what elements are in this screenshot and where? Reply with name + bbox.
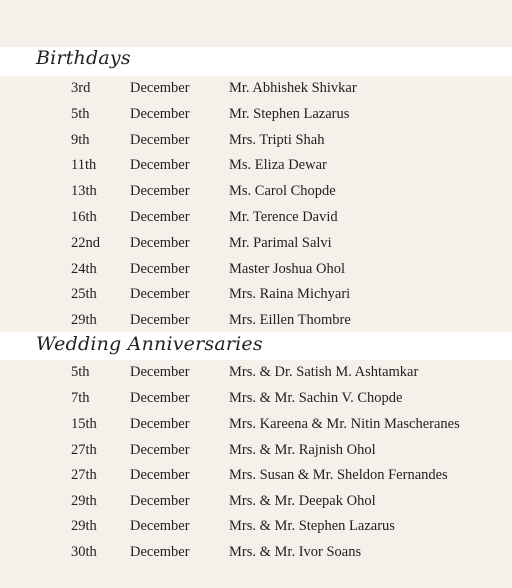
couple-name: Mrs. & Mr. Stephen Lazarus xyxy=(229,518,395,534)
day: 9th xyxy=(71,132,90,148)
list-item xyxy=(0,233,512,253)
person-name: Ms. Carol Chopde xyxy=(229,183,336,199)
day: 24th xyxy=(71,261,97,277)
person-name: Mr. Abhishek Shivkar xyxy=(229,80,357,96)
list-item xyxy=(0,440,512,460)
day: 27th xyxy=(71,467,97,483)
month: December xyxy=(130,493,190,509)
month: December xyxy=(130,106,190,122)
list-item xyxy=(0,362,512,382)
list-item xyxy=(0,388,512,408)
day: 7th xyxy=(71,390,90,406)
month: December xyxy=(130,157,190,173)
day: 29th xyxy=(71,493,97,509)
person-name: Master Joshua Ohol xyxy=(229,261,345,277)
list-item xyxy=(0,155,512,175)
couple-name: Mrs. & Mr. Deepak Ohol xyxy=(229,493,376,509)
day: 5th xyxy=(71,364,90,380)
month: December xyxy=(130,183,190,199)
list-item xyxy=(0,516,512,536)
list-item xyxy=(0,284,512,304)
list-item xyxy=(0,104,512,124)
person-name: Mrs. Tripti Shah xyxy=(229,132,325,148)
list-item xyxy=(0,207,512,227)
day: 11th xyxy=(71,157,97,173)
month: December xyxy=(130,442,190,458)
day: 3rd xyxy=(71,80,91,96)
couple-name: Mrs. & Dr. Satish M. Ashtamkar xyxy=(229,364,419,380)
day: 27th xyxy=(71,442,97,458)
person-name: Mr. Terence David xyxy=(229,209,338,225)
list-item xyxy=(0,78,512,98)
couple-name: Mrs. & Mr. Ivor Soans xyxy=(229,544,362,560)
month: December xyxy=(130,312,190,328)
month: December xyxy=(130,467,190,483)
person-name: Ms. Eliza Dewar xyxy=(229,157,327,173)
list-item xyxy=(0,310,512,330)
day: 22nd xyxy=(71,235,100,251)
list-item xyxy=(0,181,512,201)
couple-name: Mrs. Susan & Mr. Sheldon Fernandes xyxy=(229,467,448,483)
list-item xyxy=(0,130,512,150)
couple-name: Mrs. & Mr. Rajnish Ohol xyxy=(229,442,376,458)
month: December xyxy=(130,544,190,560)
month: December xyxy=(130,235,190,251)
anniversaries-title: Wedding Anniversaries xyxy=(36,333,263,355)
day: 16th xyxy=(71,209,97,225)
month: December xyxy=(130,518,190,534)
day: 30th xyxy=(71,544,97,560)
day: 13th xyxy=(71,183,97,199)
day: 15th xyxy=(71,416,97,432)
list-item xyxy=(0,259,512,279)
day: 29th xyxy=(71,518,97,534)
day: 29th xyxy=(71,312,97,328)
month: December xyxy=(130,416,190,432)
month: December xyxy=(130,209,190,225)
person-name: Mr. Parimal Salvi xyxy=(229,235,332,251)
month: December xyxy=(130,286,190,302)
person-name: Mrs. Raina Michyari xyxy=(229,286,351,302)
month: December xyxy=(130,364,190,380)
list-item xyxy=(0,465,512,485)
couple-name: Mrs. & Mr. Sachin V. Chopde xyxy=(229,390,403,406)
list-item xyxy=(0,542,512,562)
birthdays-title: Birthdays xyxy=(36,47,131,69)
month: December xyxy=(130,80,190,96)
month: December xyxy=(130,261,190,277)
list-item xyxy=(0,414,512,434)
day: 25th xyxy=(71,286,97,302)
person-name: Mrs. Eillen Thombre xyxy=(229,312,351,328)
day: 5th xyxy=(71,106,90,122)
person-name: Mr. Stephen Lazarus xyxy=(229,106,350,122)
list-item xyxy=(0,491,512,511)
couple-name: Mrs. Kareena & Mr. Nitin Mascheranes xyxy=(229,416,460,432)
month: December xyxy=(130,390,190,406)
month: December xyxy=(130,132,190,148)
